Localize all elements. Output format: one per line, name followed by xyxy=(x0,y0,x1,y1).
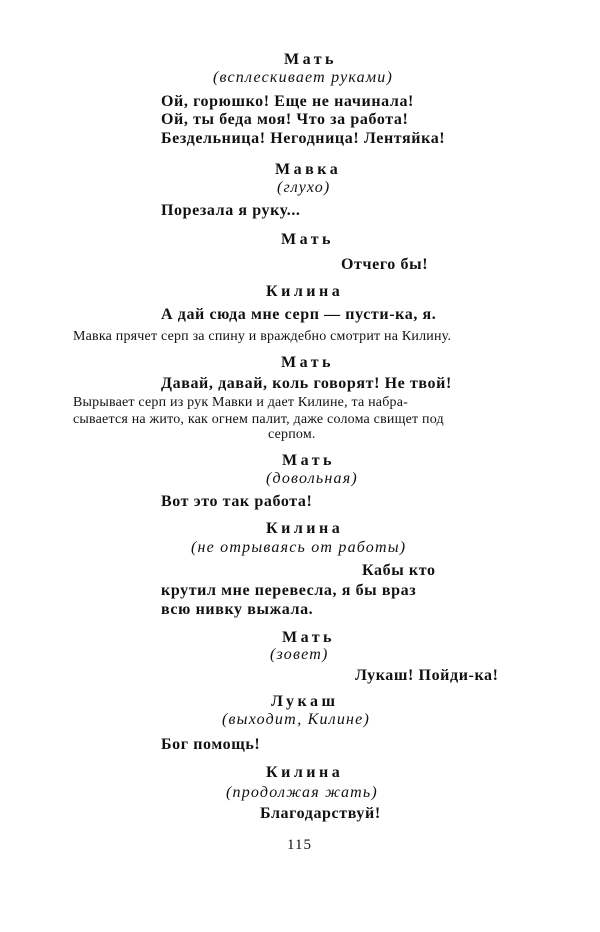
speaker-name: Килина xyxy=(266,520,344,537)
verse-line: Бог помощь! xyxy=(161,736,261,753)
stage-direction: (выходит, Килине) xyxy=(222,711,371,728)
verse-line: Порезала я руку... xyxy=(161,202,301,219)
speaker-name: Мать xyxy=(284,51,338,68)
verse-line: Ой, ты беда моя! Что за работа! xyxy=(161,111,409,128)
speaker-name: Мать xyxy=(281,354,335,371)
stage-note: Мавка прячет серп за спину и враждебно смотрит на Килину. xyxy=(73,329,452,344)
verse-line: Отчего бы! xyxy=(341,256,429,273)
stage-direction: (не отрываясь от работы) xyxy=(191,539,407,556)
page-number: 115 xyxy=(287,837,312,853)
verse-line: Ой, горюшко! Еще не начинала! xyxy=(161,93,414,110)
stage-note: Вырывает серп из рук Мавки и дает Килине, та набра- xyxy=(73,395,409,410)
stage-direction: (зовет) xyxy=(270,646,329,663)
verse-line: Давай, давай, коль говорят! Не твой! xyxy=(161,375,452,392)
verse-line: Кабы кто xyxy=(362,562,436,579)
speaker-name: Килина xyxy=(266,283,344,300)
verse-line: А дай сюда мне серп — пусти-ка, я. xyxy=(161,306,437,323)
verse-line: Лукаш! Пойди-ка! xyxy=(355,667,499,684)
stage-note: серпом. xyxy=(268,427,316,442)
verse-line: всю нивку выжала. xyxy=(161,601,314,618)
stage-note: сывается на жито, как огнем палит, даже солома свищет под xyxy=(73,412,444,427)
speaker-name: Мать xyxy=(282,629,336,646)
speaker-name: Лукаш xyxy=(271,693,339,710)
stage-direction: (довольная) xyxy=(266,470,358,487)
verse-line: крутил мне перевесла, я бы враз xyxy=(161,582,417,599)
speaker-name: Мать xyxy=(281,231,335,248)
speaker-name: Килина xyxy=(266,764,344,781)
stage-direction: (продолжая жать) xyxy=(226,784,378,801)
speaker-name: Мать xyxy=(282,452,336,469)
verse-line: Благодарствуй! xyxy=(260,805,381,822)
speaker-name: Мавка xyxy=(275,161,342,178)
stage-direction: (всплескивает руками) xyxy=(213,69,394,86)
verse-line: Вот это так работа! xyxy=(161,493,313,510)
stage-direction: (глухо) xyxy=(277,179,331,196)
verse-line: Бездельница! Негодница! Лентяйка! xyxy=(161,130,446,147)
